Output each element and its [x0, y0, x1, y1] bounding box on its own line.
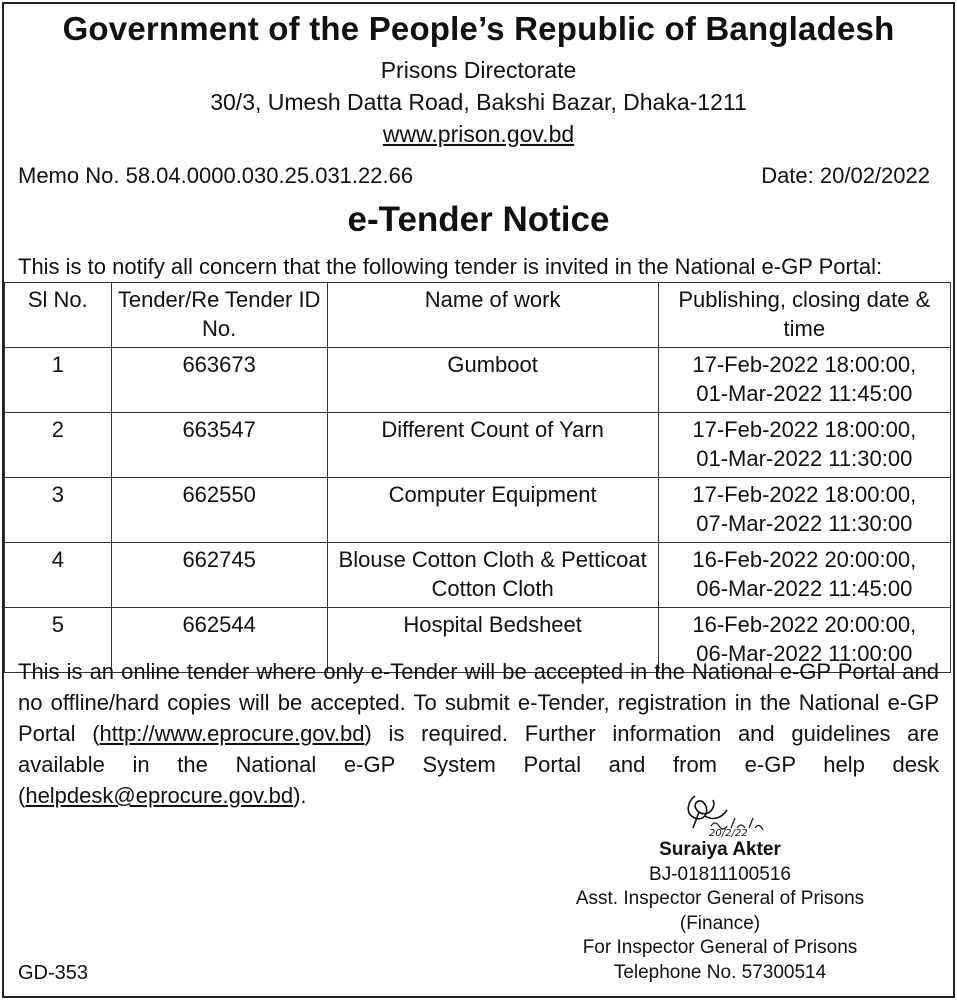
- signature-block: [520, 788, 920, 985]
- cell-sl: 5: [5, 608, 112, 673]
- cell-tender-id: 662550: [111, 478, 327, 543]
- signatory-name: Suraiya Akter: [659, 839, 781, 860]
- signatory-designation: Asst. Inspector General of Prisons: [575, 888, 865, 909]
- table-row: [5, 478, 951, 543]
- cell-tender-id: 663547: [111, 413, 327, 478]
- handwritten-signature: [665, 788, 775, 838]
- instructions-part-2: ) is required. Further information and guidelines are available in the National e-GP System Portal and from e-GP help desk (: [18, 721, 939, 808]
- intro-text: This is to notify all concern that the following tender is invited in the National e-GP Portal:: [18, 254, 883, 279]
- cell-work: Gumboot: [327, 348, 658, 413]
- cell-dates: [658, 348, 950, 413]
- table-row: [5, 543, 951, 608]
- cell-tender-id: 663673: [111, 348, 327, 413]
- publishing-date: 17-Feb-2022 18:00:00,: [692, 417, 917, 442]
- closing-date: 06-Mar-2022 11:00:00: [696, 641, 913, 666]
- cell-work: Different Count of Yarn: [327, 413, 658, 478]
- cell-tender-id: 662745: [111, 543, 327, 608]
- header-tender-id: Tender/Re Tender ID No.: [111, 283, 327, 348]
- closing-date: 01-Mar-2022 11:45:00: [696, 381, 913, 406]
- cell-sl: 4: [5, 543, 112, 608]
- table-row: [5, 348, 951, 413]
- memo-row: [18, 163, 930, 189]
- cell-dates: [658, 413, 950, 478]
- cell-work: Hospital Bedsheet: [327, 608, 658, 673]
- tender-table: [4, 282, 951, 673]
- instructions-part-3: ).: [293, 783, 307, 808]
- signatory-section: (Finance): [679, 912, 761, 934]
- signatory-id: BJ-01811100516: [649, 863, 791, 885]
- instructions-part-1: This is an online tender where only e-Tender will be accepted in the National e-GP Portal and no offline/hard copies will be accepted. To submit e-Tender, registration in the National e-GP Portal (: [18, 659, 939, 746]
- closing-date: 07-Mar-2022 11:30:00: [696, 511, 913, 536]
- publishing-date: 16-Feb-2022 20:00:00,: [692, 547, 917, 572]
- department-name: Prisons Directorate: [380, 57, 577, 83]
- memo-number: Memo No. 58.04.0000.030.25.031.22.66: [18, 163, 414, 188]
- publishing-date: 16-Feb-2022 20:00:00,: [692, 612, 917, 637]
- cell-work: Blouse Cotton Cloth & Petticoat Cotton Cloth: [327, 543, 658, 608]
- memo-date: Date: 20/02/2022: [761, 163, 930, 188]
- cell-tender-id: 662544: [111, 608, 327, 673]
- signature-date: 20/2/22: [709, 828, 748, 838]
- cell-dates: [658, 543, 950, 608]
- cell-work: Computer Equipment: [327, 478, 658, 543]
- header-name-of-work: Name of work: [327, 283, 658, 348]
- closing-date: 01-Mar-2022 11:30:00: [696, 446, 913, 471]
- table-row: [5, 413, 951, 478]
- eprocure-portal-link[interactable]: http://www.eprocure.gov.bd: [99, 721, 365, 746]
- notice-title: e-Tender Notice: [347, 200, 610, 239]
- signatory-on-behalf: For Inspector General of Prisons: [582, 937, 858, 958]
- government-title: Government of the People’s Republic of Bangladesh: [62, 10, 895, 47]
- table-header-row: [5, 283, 951, 348]
- cell-sl: 2: [5, 413, 112, 478]
- signatory-telephone: Telephone No. 57300514: [613, 961, 827, 983]
- header-sl-no: Sl No.: [5, 283, 112, 348]
- footer-code: GD-353: [18, 962, 89, 984]
- helpdesk-email-link[interactable]: helpdesk@eprocure.gov.bd: [25, 783, 294, 808]
- office-address: 30/3, Umesh Datta Road, Bakshi Bazar, Dhaka-1211: [210, 89, 747, 115]
- cell-sl: 1: [5, 348, 112, 413]
- cell-dates: [658, 478, 950, 543]
- publishing-date: 17-Feb-2022 18:00:00,: [692, 482, 917, 507]
- closing-date: 06-Mar-2022 11:45:00: [696, 576, 913, 601]
- cell-sl: 3: [5, 478, 112, 543]
- header-date-time: Publishing, closing date & time: [658, 283, 950, 348]
- publishing-date: 17-Feb-2022 18:00:00,: [692, 352, 917, 377]
- website-link[interactable]: www.prison.gov.bd: [382, 121, 575, 147]
